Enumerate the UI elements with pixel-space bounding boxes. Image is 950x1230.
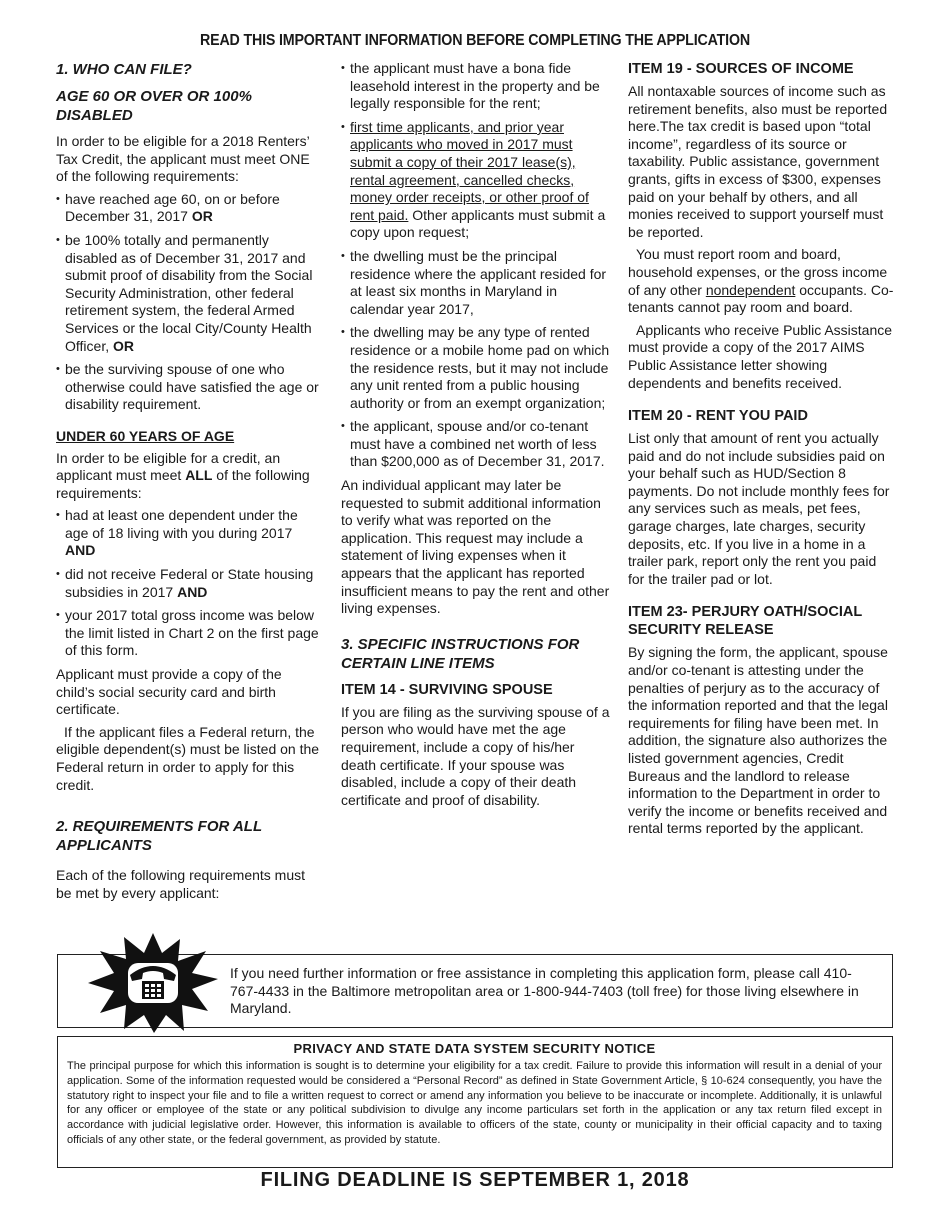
list-item: • the dwelling must be the principal residence where the applicant resided for at least six months in Maryland in calendar year 2017, bbox=[341, 248, 613, 318]
section-1-title: 1. WHO CAN FILE? bbox=[56, 61, 192, 78]
filing-deadline: FILING DEADLINE IS SEPTEMBER 1, 2018 bbox=[260, 1169, 690, 1191]
item-14-text: If you are filing as the surviving spouse of a person who would have met the age requirement, include a copy of his/her death certificate. If your spouse was disabled, include a copy of their death certificate and proof of disability. bbox=[341, 703, 610, 808]
verification-note: An individual applicant may later be requested to submit additional information to verify what was reported on the application. This request may include a statement of living expenses when it appears that the applicant has reported insufficient means to pay the rent and other living expenses. bbox=[341, 477, 610, 617]
item-23-text: By signing the form, the applicant, spouse and/or co-tenant is attesting under the penalties of perjury as to the accuracy of the information reported and that the legal requirements for filing have been met. In addition, the signature also authorizes the listed government agencies, Credit Bureaus and the landlord to release information to the Department in order to verify the income or benefits received and rental terms reported by the applicant. bbox=[628, 644, 888, 837]
list-item: • first time applicants, and prior year applicants who moved in 2017 must submit a copy of their 2017 lease(s), rental agreement, cancelled checks, money order receipts, or other proof of rent paid. Other applicants must submit a copy upon request; bbox=[341, 119, 613, 242]
privacy-notice-text: The principal purpose for which this information is sought is to determine your eligibility for a tax credit. Failure to provide this information will result in a denial of your application. Some of the information requested would be considered a “Personal Record” as defined in State Government Article, § 10-624 consequently, you have the statutory right to inspect your file and to file a written request to correct or amend any information you believe to be inaccurate or incomplete. Additionally, it is unlawful for any officer or employee of the state or any political subdivision to divulge any income particulars set forth in the application or any tax return filed except in accordance with judicial legislative order. However, this information is available to officers of the state, county or municipality in their official capacity and to taxing officials of any other state, or the federal government, as provided by statute. bbox=[67, 1060, 882, 1146]
item-19-text-3: Applicants who receive Public Assistance must provide a copy of the 2017 AIMS Public Assistance letter showing dependents and benefits received. bbox=[628, 321, 893, 391]
privacy-notice-box bbox=[57, 1036, 893, 1168]
item-23-title: ITEM 23- PERJURY OATH/SOCIAL SECURITY RELEASE bbox=[628, 604, 862, 639]
item-20-title: ITEM 20 - RENT YOU PAID bbox=[628, 408, 808, 425]
telephone-icon bbox=[88, 933, 218, 1033]
list-item: • your 2017 total gross income was below the limit listed in Chart 2 on the first page of this form. bbox=[56, 607, 324, 660]
federal-return-note: If the applicant files a Federal return, the eligible dependent(s) must be listed on the Federal return in order to apply for this credit. bbox=[56, 723, 320, 793]
list-item: • the applicant must have a bona fide leasehold interest in the property and be legally responsible for the rent; bbox=[341, 60, 613, 113]
under-60-title: UNDER 60 YEARS OF AGE bbox=[56, 427, 235, 444]
under-60-intro: In order to be eligible for a credit, an applicant must meet ALL of the following requirements: bbox=[56, 449, 310, 501]
list-item: • had at least one dependent under the age of 18 living with you during 2017 AND bbox=[56, 507, 324, 560]
column-2 bbox=[341, 60, 613, 814]
section-2-intro: Each of the following requirements must be met by every applicant: bbox=[56, 867, 306, 901]
list-item: • be 100% totally and permanently disabled as of December 31, 2017 and submit proof of disability from the Social Security Administration, other federal retirement system, the federal Armed Services or the local City/County Health Officer, OR bbox=[56, 232, 324, 355]
requirements-list bbox=[341, 60, 613, 471]
child-copy-note: Applicant must provide a copy of the child’s social security card and birth certificate. bbox=[56, 666, 282, 718]
eligibility-list bbox=[56, 191, 324, 414]
under-60-list bbox=[56, 507, 324, 660]
list-item: • the applicant, spouse and/or co-tenant must have a combined net worth of less than $200,000 as of December 31, 2017. bbox=[341, 418, 613, 471]
list-item: • have reached age 60, on or before December 31, 2017 OR bbox=[56, 191, 324, 226]
list-item: • did not receive Federal or State housing subsidies in 2017 AND bbox=[56, 566, 324, 601]
item-19-text-2: You must report room and board, household expenses, or the gross income of any other nondependent occupants. Co-tenants cannot pay room and board. bbox=[628, 246, 894, 316]
section-3-title: 3. SPECIFIC INSTRUCTIONS FOR CERTAIN LINE ITEMS bbox=[341, 635, 580, 672]
column-1 bbox=[56, 60, 324, 907]
item-20-text: List only that amount of rent you actually paid and do not include subsidies paid on your behalf such as HUD/Section 8 payments. Do not include monthly fees for any services such as meals, pet fees, garage charges, late charges, security deposits, etc. If you live in a home in a trailer park, report only the rent you paid for the trailer pad or lot. bbox=[628, 430, 890, 587]
help-text: If you need further information or free assistance in completing this application form, please call 410-767-4433 in the Baltimore metropolitan area or 1-800-944-7403 (toll free) for those living elsewhere in Maryland. bbox=[230, 965, 859, 1016]
item-19-title: ITEM 19 - SOURCES OF INCOME bbox=[628, 61, 854, 77]
help-box bbox=[57, 954, 893, 1028]
page-title: READ THIS IMPORTANT INFORMATION BEFORE COMPLETING THE APPLICATION bbox=[200, 32, 750, 49]
list-item: • be the surviving spouse of one who otherwise could have satisfied the age or disability requirement. bbox=[56, 361, 324, 414]
list-item: • the dwelling may be any type of rented residence or a mobile home pad on which the residence rests, but it may not include any unit rented from a public housing authority or from an exempt organization; bbox=[341, 324, 613, 412]
section-1-subtitle: AGE 60 OR OVER OR 100% DISABLED bbox=[56, 88, 252, 124]
item-19-text-1: All nontaxable sources of income such as retirement benefits, also must be reported here.The tax credit is based upon “total income”, regardless of its source or taxability. Public assistance, government grants, gifts in excess of $300, expenses paid on your behalf by others, and all monies received to support yourself must be reported. bbox=[628, 83, 888, 240]
item-14-title: ITEM 14 - SURVIVING SPOUSE bbox=[341, 681, 553, 698]
column-3 bbox=[628, 60, 896, 843]
privacy-notice-title: PRIVACY AND STATE DATA SYSTEM SECURITY NOTICE bbox=[293, 1041, 656, 1056]
section-2-title: 2. REQUIREMENTS FOR ALL APPLICANTS bbox=[56, 818, 262, 855]
eligibility-intro: In order to be eligible for a 2018 Renters’ Tax Credit, the applicant must meet ONE of the following requirements: bbox=[56, 133, 310, 185]
